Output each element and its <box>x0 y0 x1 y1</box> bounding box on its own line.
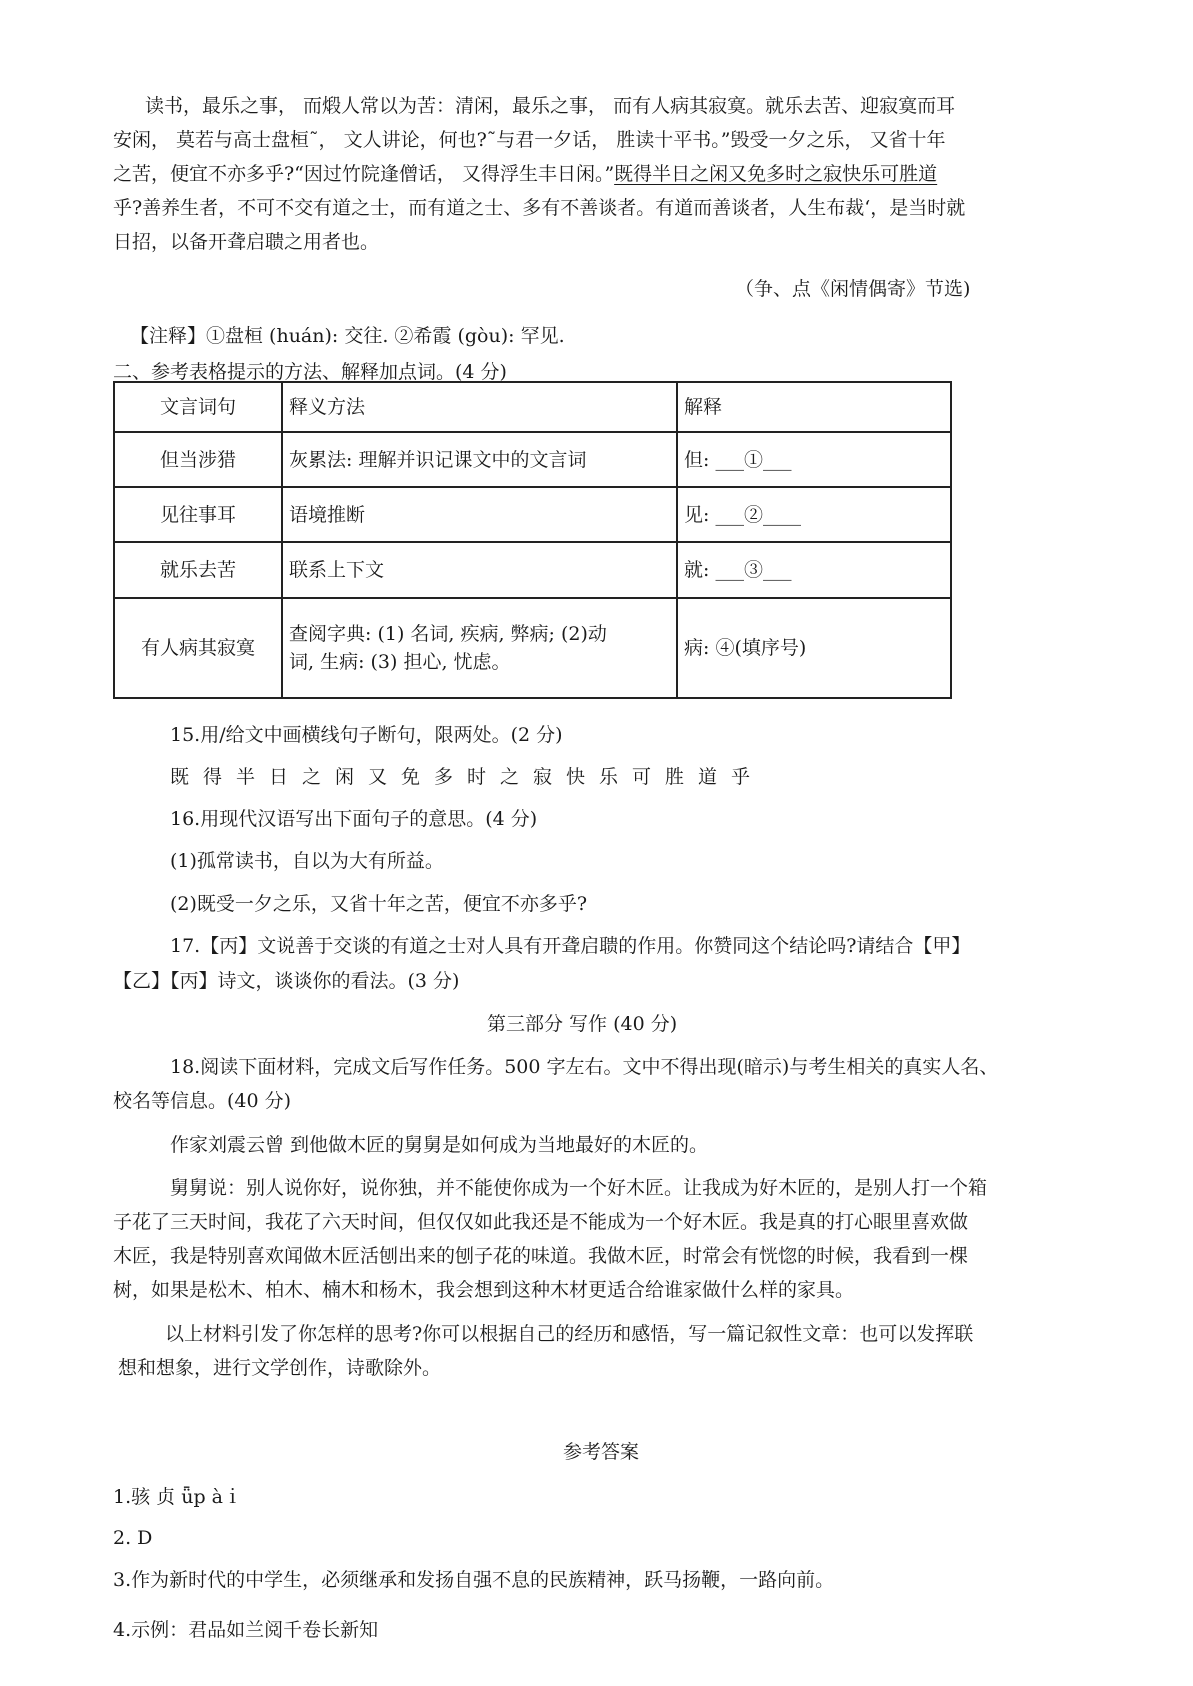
row-answer: 但: ___①___ <box>677 432 951 487</box>
q2-title: 二、参考表格提示的方法、解释加点词。(4 分) <box>113 361 507 383</box>
row-method: 语境推断 <box>282 487 677 542</box>
passage-source: （争、点《闲情偶寄》节选) <box>735 278 971 300</box>
q15-sentence: 既得半日之闲又免多时之寂快乐可胜道乎 <box>170 766 765 788</box>
row-phrase: 但当涉猎 <box>114 432 282 487</box>
row-method <box>282 598 677 698</box>
q16-title: 16.用现代汉语写出下面句子的意思。(4 分) <box>170 808 538 830</box>
q17-line-2: 【乙】【丙】诗文，谈谈你的看法。(3 分) <box>113 970 460 992</box>
q18-task-line-1: 以上材料引发了你怎样的思考?你可以根据自己的经历和感悟，写一篇记叙性文章：也可以发挥联 <box>165 1323 974 1345</box>
answer-1: 1.骇 贞 ǖp àｉ <box>113 1486 242 1508</box>
q18-material-2-line-3: 木匠，我是特别喜欢闻做木匠活刨出来的刨子花的味道。我做木匠，时常会有恍惚的时候，我看到一棵 <box>113 1245 969 1267</box>
q18-material-2-line-1: 舅舅说：别人说你好，说你独，并不能使你成为一个好木匠。让我成为好木匠的，是别人打一个箱 <box>170 1177 988 1199</box>
underlined-sentence-part-a: 既得半日之闲又免多时之寂快乐可胜道 <box>614 163 938 185</box>
row-method-line-1: 查阅字典: (1) 名词, 疾病, 弊病; (2)动 <box>289 623 607 645</box>
part3-title: 第三部分 写作 (40 分) <box>487 1013 678 1035</box>
q18-material-2-line-4: 树，如果是松木、柏木、楠木和杨木，我会想到这种木材更适合给谁家做什么样的家具。 <box>113 1279 855 1301</box>
row-phrase: 有人病其寂寞 <box>114 598 282 698</box>
table-header-row <box>114 382 951 432</box>
row-answer: 就: ___③___ <box>677 542 951 598</box>
q18-line-2: 校名等信息。(40 分) <box>113 1090 292 1112</box>
row-method: 灰累法: 理解并识记课文中的文言词 <box>282 432 677 487</box>
table-row <box>114 432 951 487</box>
passage-line-4-text: 乎?善养生者，不可不交有道之士，而有道之士、多有不善谈者。有道而善谈者，人生布裁‘，是当时就 <box>113 197 966 219</box>
q18-task-line-2: 想和想象，进行文学创作，诗歌除外。 <box>118 1357 442 1379</box>
row-phrase: 就乐去苦 <box>114 542 282 598</box>
header-phrase: 文言词句 <box>114 382 282 432</box>
row-method-line-2: 词, 生病: (3) 担心, 忧虑。 <box>289 651 511 673</box>
q16-sentence-1: (1)孤常读书，自以为大有所益。 <box>170 850 444 872</box>
answers-title: 参考答案 <box>563 1441 640 1463</box>
answer-4: 4.示例：君品如兰阅千卷长新知 <box>113 1619 379 1641</box>
passage-line-5: 日招，以备开聋启聩之用者也。 <box>113 231 380 253</box>
q15-title: 15.用/给文中画横线句子断句，限两处。(2 分) <box>170 724 563 746</box>
q18-line-1: 18.阅读下面材料，完成文后写作任务。500 字左右。文中不得出现(暗示)与考生相关的真实人名、 <box>170 1056 999 1078</box>
q16-sentence-2: (2)既受一夕之乐，又省十年之苦，便宜不亦多乎? <box>170 893 588 915</box>
answer-3: 3.作为新时代的中学生，必须继承和发扬自强不息的民族精神，跃马扬鞭，一路向前。 <box>113 1569 835 1591</box>
passage-line-2: 安闲， 莫若与高士盘桓˜， 文人讲论，何也?˜与君一夕话， 胜读十平书。”毁受一夕之乐， 又省十年 <box>113 129 946 151</box>
row-method: 联系上下文 <box>282 542 677 598</box>
q18-material-1: 作家刘震云曾 到他做木匠的舅舅是如何成为当地最好的木匠的。 <box>170 1134 709 1156</box>
row-phrase: 见往事耳 <box>114 487 282 542</box>
header-answer: 解释 <box>677 382 951 432</box>
table-row <box>114 598 951 698</box>
passage-line-1: 读书，最乐之事， 而煅人常以为苦：清闲，最乐之事， 而有人病其寂寞。就乐去苦、迎寂寞而耳 <box>145 95 956 117</box>
table-row <box>114 487 951 542</box>
passage-notes: 【注释】①盘桓 (huán): 交往. ②希霞 (gòu): 罕见. <box>130 325 565 347</box>
passage-line-3-text: 之苦，便宜不亦多乎?“因过竹院逢僧话， 又得浮生丰日闲。” <box>113 163 615 185</box>
q17-line-1: 17.【丙】文说善于交谈的有道之士对人具有开聋启聩的作用。你赞同这个结论吗?请结合【甲】 <box>170 935 971 957</box>
row-answer: 病: ④(填序号) <box>677 598 951 698</box>
vocab-table <box>113 381 952 699</box>
row-answer: 见: ___②____ <box>677 487 951 542</box>
passage-line-4 <box>113 194 965 222</box>
passage-line-3 <box>113 160 937 188</box>
answer-2: 2. D <box>113 1527 153 1549</box>
table-row <box>114 542 951 598</box>
header-method: 释义方法 <box>282 382 677 432</box>
q18-material-2-line-2: 子花了三天时间，我花了六天时间，但仅仅如此我还是不能成为一个好木匠。我是真的打心眼里喜欢做 <box>113 1211 969 1233</box>
